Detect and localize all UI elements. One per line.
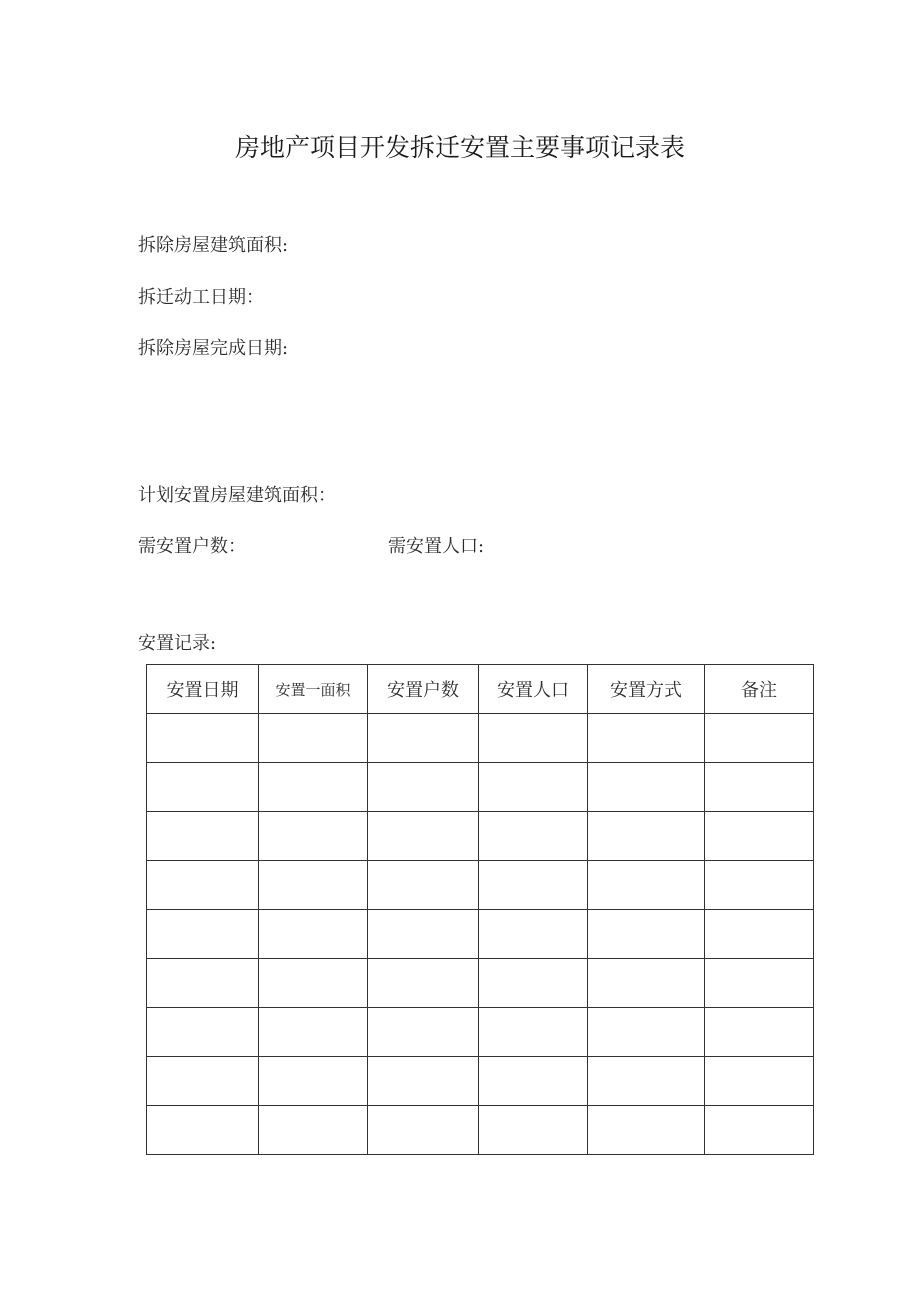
header-area: 安置一面积	[259, 665, 368, 714]
cell-households[interactable]	[368, 861, 479, 910]
cell-area[interactable]	[259, 1106, 368, 1155]
cell-method[interactable]	[588, 812, 705, 861]
cell-remarks[interactable]	[705, 714, 814, 763]
cell-area[interactable]	[259, 812, 368, 861]
cell-population[interactable]	[479, 1008, 588, 1057]
table-row	[147, 1008, 814, 1057]
households-to-resettle-label: 需安置户数：	[138, 536, 246, 557]
cell-population[interactable]	[479, 714, 588, 763]
cell-method[interactable]	[588, 959, 705, 1008]
cell-population[interactable]	[479, 812, 588, 861]
planned-resettlement-area-label: 计划安置房屋建筑面积：	[138, 485, 336, 506]
cell-area[interactable]	[259, 763, 368, 812]
cell-population[interactable]	[479, 1057, 588, 1106]
cell-area[interactable]	[259, 959, 368, 1008]
resettlement-records-table	[146, 664, 814, 1155]
header-households: 安置户数	[368, 665, 479, 714]
cell-remarks[interactable]	[705, 763, 814, 812]
cell-date[interactable]	[147, 861, 259, 910]
cell-households[interactable]	[368, 1008, 479, 1057]
table-row	[147, 812, 814, 861]
cell-date[interactable]	[147, 812, 259, 861]
table-row	[147, 1057, 814, 1106]
cell-date[interactable]	[147, 1057, 259, 1106]
cell-households[interactable]	[368, 763, 479, 812]
cell-remarks[interactable]	[705, 959, 814, 1008]
table-row	[147, 1106, 814, 1155]
resettlement-records-label: 安置记录:	[138, 633, 217, 654]
cell-area[interactable]	[259, 910, 368, 959]
cell-population[interactable]	[479, 910, 588, 959]
cell-population[interactable]	[479, 1106, 588, 1155]
cell-method[interactable]	[588, 714, 705, 763]
cell-date[interactable]	[147, 1008, 259, 1057]
cell-population[interactable]	[479, 959, 588, 1008]
table-header-row	[147, 665, 814, 714]
cell-area[interactable]	[259, 714, 368, 763]
population-to-resettle-label: 需安置人口:	[388, 536, 485, 557]
cell-households[interactable]	[368, 714, 479, 763]
cell-date[interactable]	[147, 910, 259, 959]
cell-households[interactable]	[368, 910, 479, 959]
header-method: 安置方式	[588, 665, 705, 714]
cell-population[interactable]	[479, 861, 588, 910]
cell-method[interactable]	[588, 861, 705, 910]
cell-method[interactable]	[588, 910, 705, 959]
cell-remarks[interactable]	[705, 1057, 814, 1106]
demolition-area-label: 拆除房屋建筑面积:	[138, 235, 289, 256]
header-date: 安置日期	[147, 665, 259, 714]
cell-remarks[interactable]	[705, 910, 814, 959]
cell-remarks[interactable]	[705, 1008, 814, 1057]
table-row	[147, 763, 814, 812]
cell-remarks[interactable]	[705, 861, 814, 910]
cell-method[interactable]	[588, 1106, 705, 1155]
cell-method[interactable]	[588, 763, 705, 812]
cell-population[interactable]	[479, 763, 588, 812]
cell-households[interactable]	[368, 1106, 479, 1155]
cell-area[interactable]	[259, 861, 368, 910]
cell-method[interactable]	[588, 1057, 705, 1106]
table-row	[147, 714, 814, 763]
cell-households[interactable]	[368, 812, 479, 861]
cell-households[interactable]	[368, 959, 479, 1008]
cell-remarks[interactable]	[705, 812, 814, 861]
cell-method[interactable]	[588, 1008, 705, 1057]
cell-area[interactable]	[259, 1008, 368, 1057]
cell-date[interactable]	[147, 763, 259, 812]
table-row	[147, 959, 814, 1008]
header-population: 安置人口	[479, 665, 588, 714]
cell-remarks[interactable]	[705, 1106, 814, 1155]
document-title: 房地产项目开发拆迁安置主要事项记录表	[234, 133, 685, 162]
cell-households[interactable]	[368, 1057, 479, 1106]
cell-date[interactable]	[147, 714, 259, 763]
demolition-start-date-label: 拆迁动工日期：	[138, 287, 264, 308]
table-row	[147, 861, 814, 910]
cell-date[interactable]	[147, 1106, 259, 1155]
cell-area[interactable]	[259, 1057, 368, 1106]
table-row	[147, 910, 814, 959]
demolition-complete-date-label: 拆除房屋完成日期:	[138, 338, 289, 359]
cell-date[interactable]	[147, 959, 259, 1008]
header-remarks: 备注	[705, 665, 814, 714]
